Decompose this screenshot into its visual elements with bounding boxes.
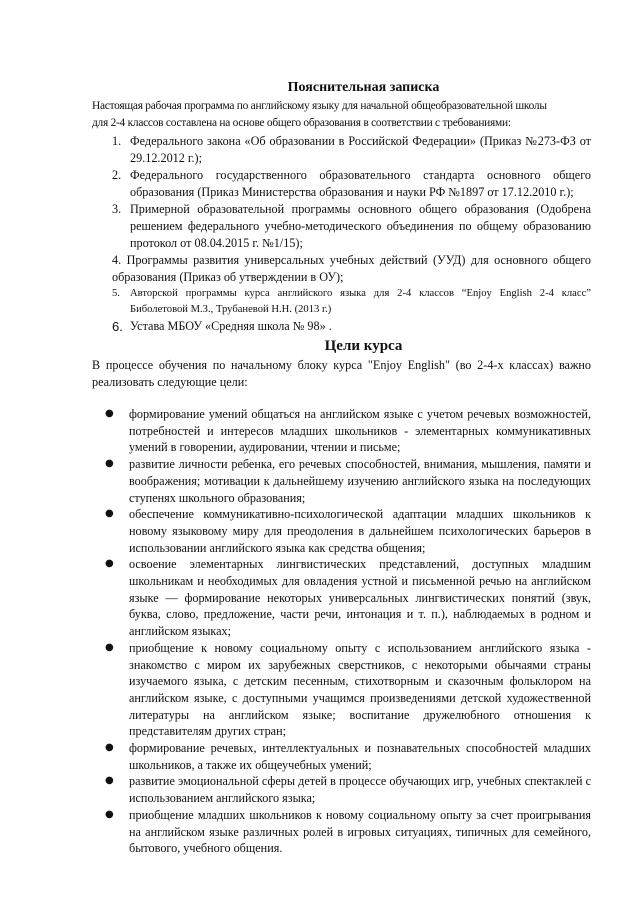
document-body	[92, 79, 591, 857]
document-title: Пояснительная записка	[287, 80, 440, 95]
legal-basis-item	[92, 318, 591, 335]
goal-text: развитие эмоциональной сферы детей в процессе обучающих игр, учебных спектаклей с использованием английского языка;	[129, 774, 591, 806]
goals-intro-paragraph: В процессе обучения по начальному блоку курса "Enjoy English" (во 2-4-х классах) важно реализовать следующие цели:	[92, 358, 591, 389]
bullet-icon: ●	[105, 508, 114, 520]
goal-text: приобщение к новому социальному опыту с использованием английского языка - знакомство с миром их зарубежных сверстников, с некоторыми обычаями страны изучаемого языка, с детским песенным, стихотворным и сказочным фольклором на английском языке, с доступными учащимся произведениями детской художественной литературы на английском языке; воспитание дружелюбного отношения к представителям других стран;	[129, 640, 591, 739]
item-number: 2.	[112, 168, 122, 182]
intro-line: для 2-4 классов составлена на основе общего образования в соответствии с требованиями:	[92, 117, 511, 129]
bullet-icon: ●	[105, 742, 114, 754]
bullet-icon: ●	[105, 408, 114, 419]
goal-text: обеспечение коммуникативно-психологической адаптации младших школьников к новому языковому миру для преодоления в дальнейшем психологических барьеров в использовании английского языка как средства общения;	[129, 507, 591, 555]
legal-basis-item	[92, 286, 591, 318]
bullet-icon: ●	[105, 641, 114, 653]
goal-text: приобщение младших школьников к новому социальному опыту за счет проигрывания на английском языке различных ролей в игровых ситуациях, типичных для семейного, бытового, учебного общения.	[129, 807, 591, 856]
legal-basis-item	[92, 133, 591, 167]
item-text: Федерального государственного образовательного стандарта основного общего образования (Приказ Министерства образования и науки РФ №1897 от 17.12.2010 г.);	[130, 168, 591, 199]
item-number: 1.	[112, 134, 122, 148]
intro-line: Настоящая рабочая программа по английскому языку для начальной общеобразовательной школы	[92, 100, 547, 112]
intro-paragraph	[92, 98, 591, 132]
item-number: 5.	[112, 288, 120, 299]
goal-text: развитие личности ребенка, его речевых способностей, внимания, мышления, памяти и воображения; мотивации к дальнейшему изучению английского языка на последующих ступенях школьного образования;	[129, 457, 591, 505]
item-number: 6.	[112, 319, 123, 334]
legal-basis-item	[92, 252, 591, 286]
goal-item	[92, 640, 591, 740]
legal-basis-item	[92, 167, 591, 201]
legal-basis-list	[92, 133, 591, 335]
goal-item	[92, 773, 591, 806]
goal-item	[92, 807, 591, 857]
goals-title: Цели курса	[324, 338, 403, 354]
goal-text: освоение элементарных лингвистических представлений, доступных младшим школьникам и необходимых для овладения устной и письменной речью на английском языке — формирование некоторых универсальных лингвистических понятий (звук, буква, слово, предложение, части речи, интонация и т. п.), наблюдаемых в родном и английском языках;	[129, 557, 591, 639]
goal-text: формирование речевых, интеллектуальных и познавательных способностей младших школьников, а также их общеучебных умений;	[129, 741, 591, 772]
bullet-icon: ●	[105, 775, 114, 787]
item-text: Федерального закона «Об образовании в Российской Федерации» (Приказ №273-ФЗ от 29.12.2012 г.);	[130, 134, 591, 165]
legal-basis-item	[92, 201, 591, 252]
item-number: 4.	[112, 253, 122, 267]
item-text: Программы развития универсальных учебных действий (УУД) для основного общего образования (Приказ об утверждении в ОУ);	[112, 253, 591, 284]
goal-item	[92, 556, 591, 640]
goal-item	[92, 456, 591, 506]
goal-item	[92, 740, 591, 773]
bullet-icon: ●	[105, 808, 114, 820]
item-text: Авторской программы курса английского языка для 2-4 классов “Enjoy English 2-4 класс” Биболетовой М.З., Трубаневой Н.Н. (2013 г.)	[130, 288, 591, 315]
bullet-icon: ●	[105, 458, 114, 470]
goal-item	[92, 406, 591, 456]
item-text: Устава МБОУ «Средняя школа № 98» .	[130, 319, 332, 333]
item-number: 3.	[112, 202, 122, 216]
goal-text: формирование умений общаться на английском языке с учетом речевых возможностей, потребностей и интересов младших школьников - элементарных коммуникативных умений в говорении, аудировании, чтении и письме;	[129, 407, 591, 455]
item-text: Примерной образовательной программы основного общего образования (Одобрена решением федерального учебно-методического объединения по общему образованию протокол от 08.04.2015 г. №1/15);	[130, 202, 591, 250]
bullet-icon: ●	[105, 558, 114, 570]
goal-item	[92, 506, 591, 556]
goals-list	[92, 406, 591, 857]
